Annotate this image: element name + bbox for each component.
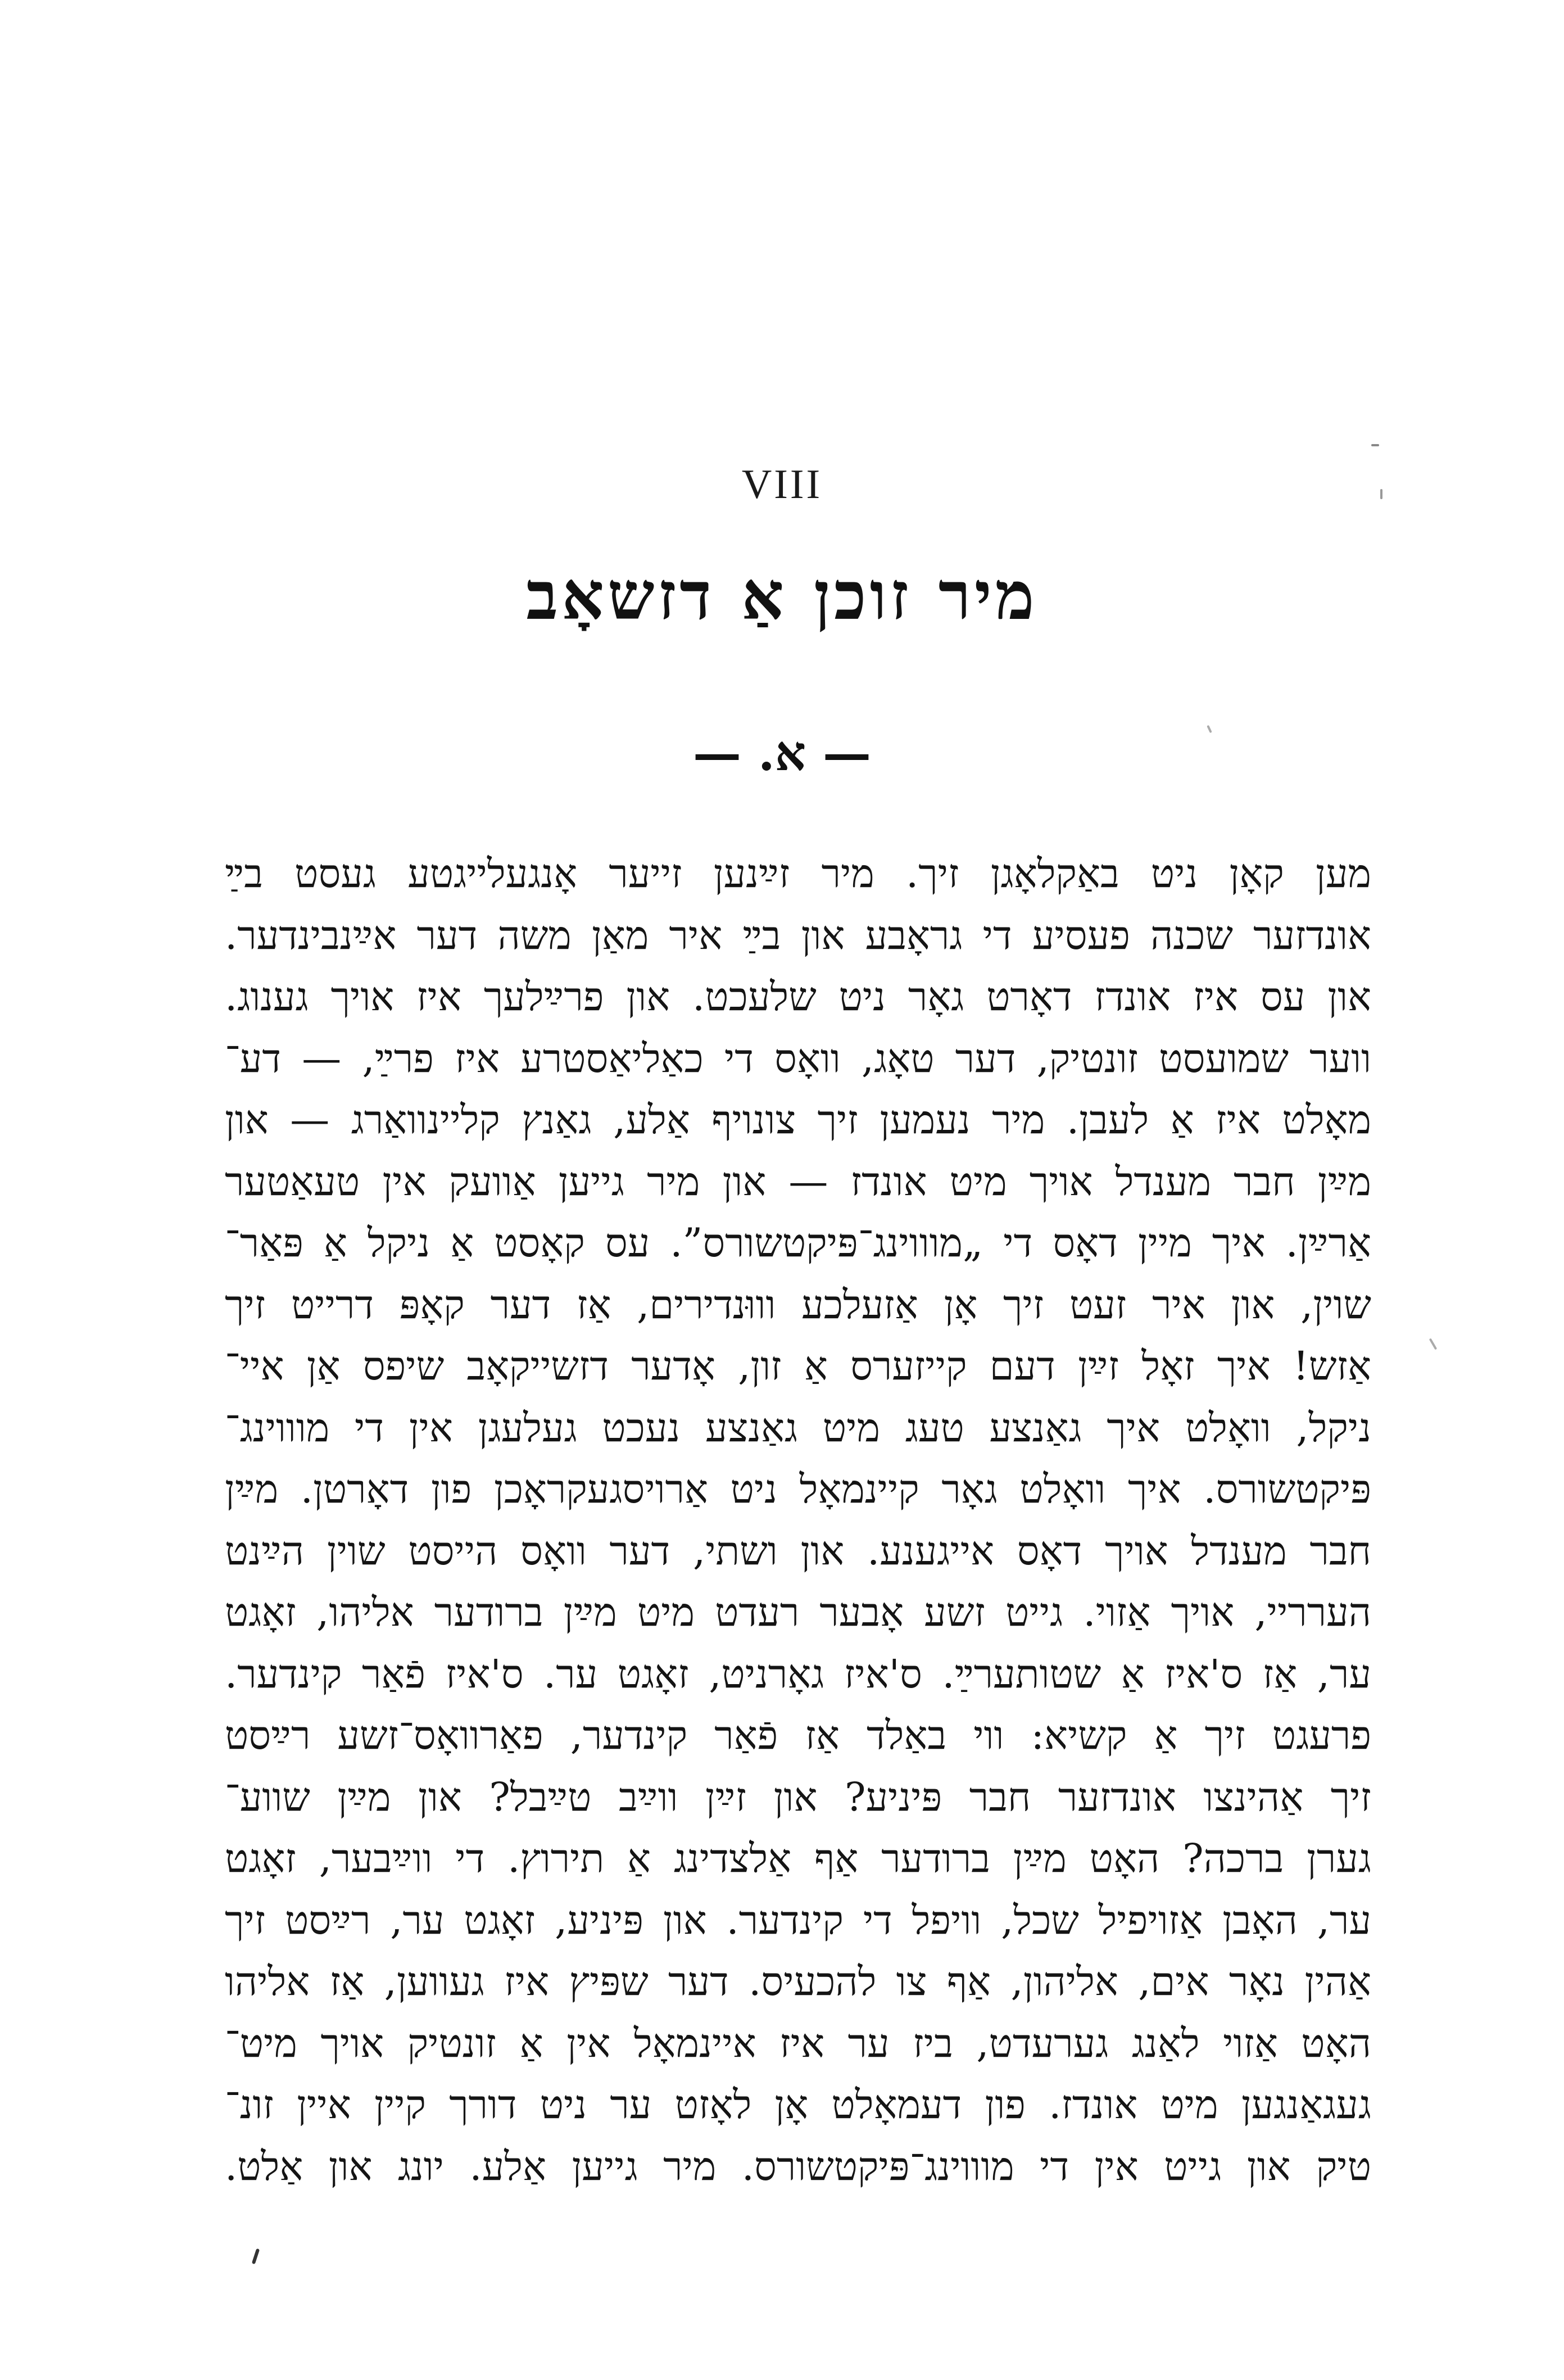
text-line: האָט אַזוי לאַנג גערעדט, ביז ער איז איינמאָל אין אַ זונטיק אויך מיט־ (225, 2020, 1371, 2066)
section-marker: — א. — (692, 725, 872, 782)
chapter-numeral: VIII (741, 461, 823, 508)
text-line: טיק און גייט אין די מוווינג־פּיקטשורס. מיר גייען אַלע. יונג און אַלט. (225, 2143, 1371, 2189)
text-line: ניקל, וואָלט איך גאַנצע טעג מיט גאַנצע נעכט געלעגן אין די מוווינג־ (225, 1404, 1371, 1451)
text-line: ער, אַז ס'איז אַ שטותערײַ. ס'איז גאָרניט, זאָגט ער. ס'איז פֿאַר קינדער. (225, 1650, 1371, 1697)
body-paragraph (225, 843, 1371, 2197)
chapter-title: מיר זוכן אַ דזשאָב (526, 556, 1038, 635)
text-line: הערריי, אויך אַזוי. גייט זשע אָבער רעדט מיט מײַן ברודער אליהו, זאָגט (225, 1589, 1371, 1635)
text-line: שוין, און איר זעט זיך אָן אַזעלכע וווּנדירים, אַז דער קאָפּ דרייט זיך (225, 1281, 1371, 1328)
ink-speck (1371, 444, 1379, 446)
ink-speck (1429, 1338, 1437, 1350)
text-line: חבר מענדל אויך דאָס אייגענע. און ושתי, דער וואָס הייסט שוין הײַנט (225, 1527, 1371, 1574)
text-line: אַרײַן. איך מיין דאָס די „מוווינג־פּיקטשורס”. עס קאָסט אַ ניקל אַ פּאַר־ (225, 1220, 1371, 1266)
text-line: מאָלט איז אַ לעבן. מיר נעמען זיך צונויף אַלע, גאַנץ קליינוואַרג — און (225, 1097, 1371, 1143)
text-line: פרעגט זיך אַ קשיא: ווי באַלד אַז פֿאַר קינדער, פאַרוואָס־זשע רײַסט (225, 1712, 1371, 1758)
text-line: פּיקטשורס. איך וואָלט גאָר קיינמאָל ניט אַרויסגעקראָכן פון דאָרטן. מײַן (225, 1466, 1371, 1512)
text-line: מען קאָן ניט באַקלאָגן זיך. מיר זײַנען זייער אָנגעלייגטע געסט בײַ (225, 850, 1371, 897)
text-line: אונדזער שכנה פעסיע די גראָבע און בײַ איר מאַן משה דער אײַנבינדער. (225, 912, 1371, 958)
text-line: ווער שמועסט זונטיק, דער טאָג, וואָס די כאַליאַסטרע איז פרײַ, — דע־ (225, 1035, 1371, 1082)
ink-speck (1380, 489, 1382, 499)
ink-speck (252, 2248, 260, 2264)
text-line: אַזש! איך זאָל זײַן דעם קייזערס אַ זון, אָדער דזשייקאָב שיפס אַן איי־ (225, 1343, 1371, 1389)
text-line: געגאַנגען מיט אונדז. פון דעמאָלט אָן לאָזט ער ניט דורך קיין איין זונ־ (225, 2082, 1371, 2128)
text-line: און עס איז אונדז דאָרט גאָר ניט שלעכט. און פרײַלעך איז אויך גענוג. (225, 974, 1371, 1020)
text-line: אַהין נאָר אים, אליהון, אַף צו להכעיס. דער שפּיץ איז געווען, אַז אליהו (225, 1958, 1371, 2005)
text-line: ער, האָבן אַזויפיל שכל, וויפל די קינדער. און פּיניע, זאָגט ער, רײַסט זיך (225, 1897, 1371, 1943)
text-line: גערן ברכה? האָט מײַן ברודער אַף אַלצדינג אַ תירוץ. די ווײַבער, זאָגט (225, 1835, 1371, 1881)
text-line: מײַן חבר מענדל אויך מיט אונדז — און מיר גייען אַוועק אין טעאַטער (225, 1158, 1371, 1205)
text-line: זיך אַהינצו אונדזער חבר פּיניע? און זײַן ווײַב טײַבל? און מײַן שווע־ (225, 1773, 1371, 1820)
